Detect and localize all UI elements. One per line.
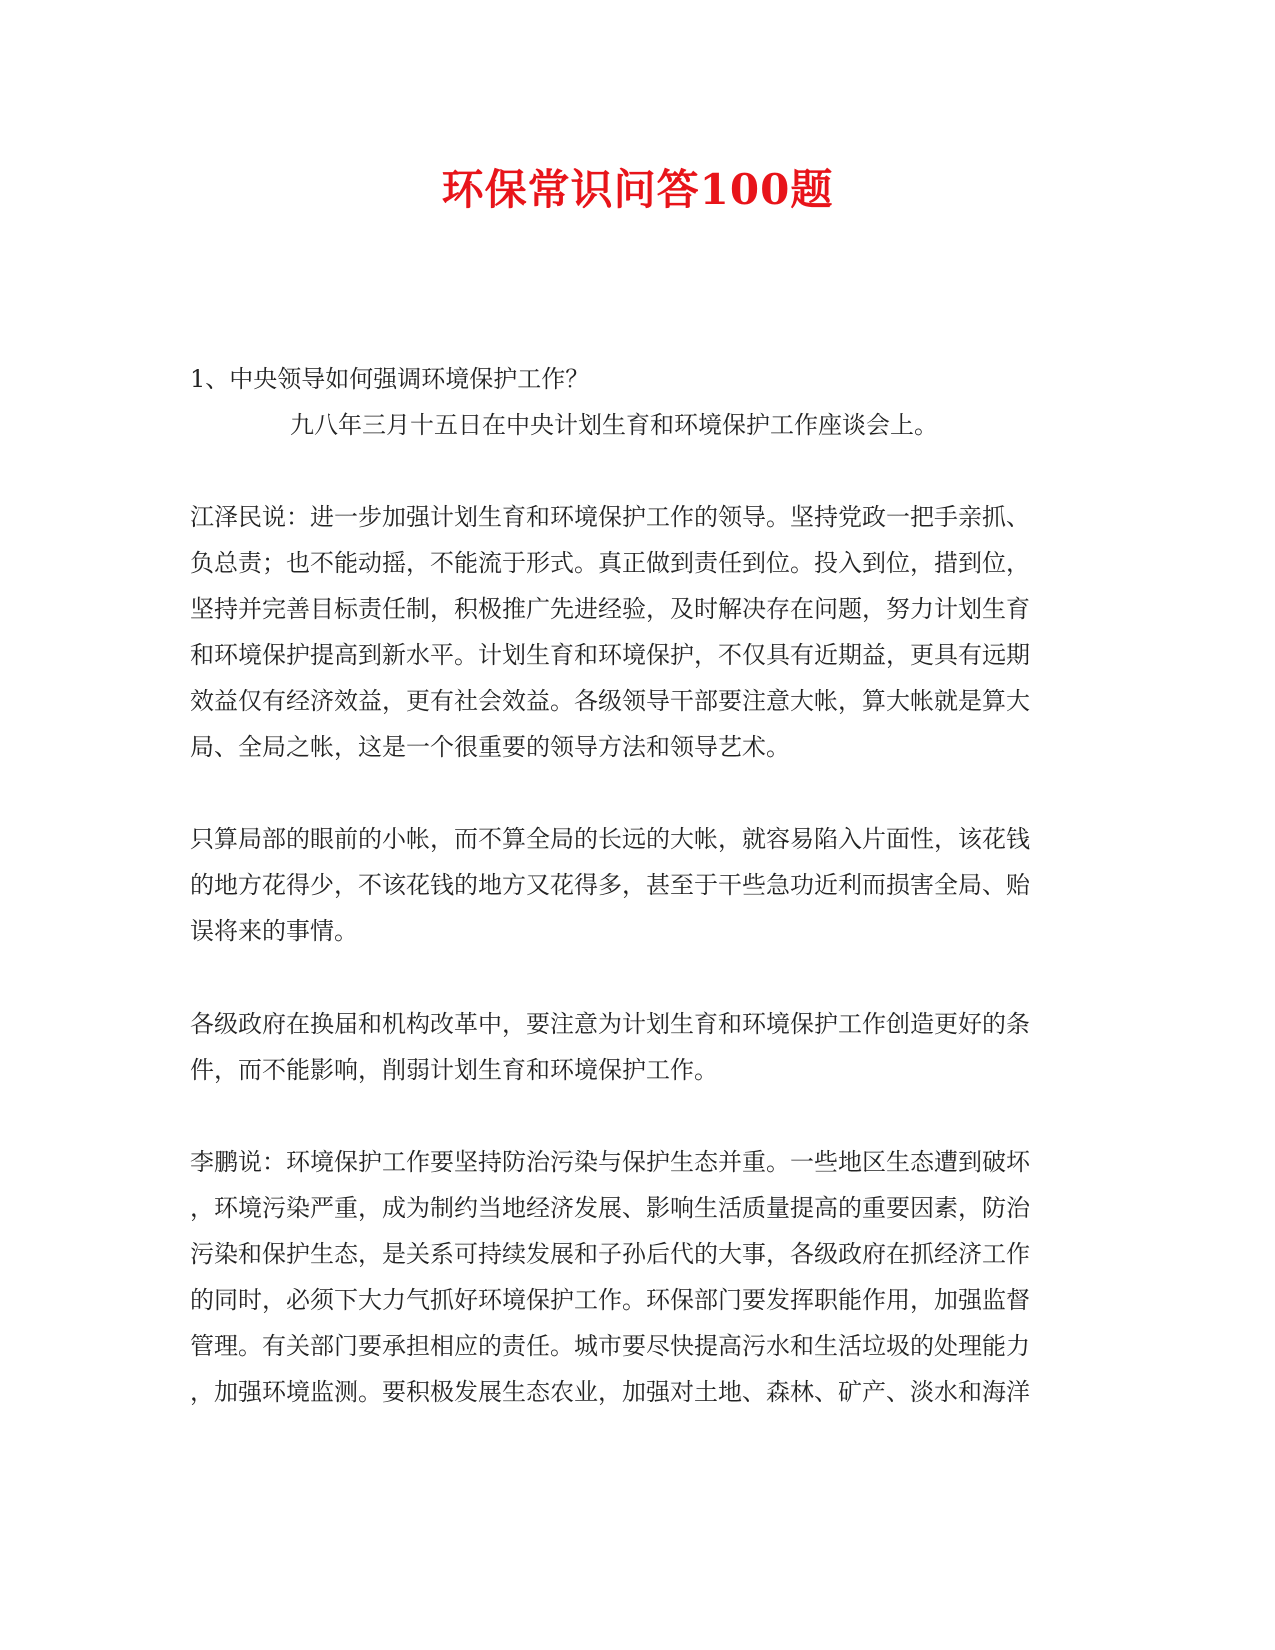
- paragraph-4-line-4: 的同时，必须下大力气抓好环境保护工作。环保部门要发挥职能作用，加强监督: [190, 1286, 1030, 1314]
- paragraph-1-line-4: 和环境保护提高到新水平。计划生育和环境保护，不仅具有近期益，更具有远期: [190, 641, 1030, 669]
- paragraph-3-line-1: 各级政府在换届和机构改革中，要注意为计划生育和环境保护工作创造更好的条: [190, 1010, 1030, 1038]
- intro-line: 九八年三月十五日在中央计划生育和环境保护工作座谈会上。: [290, 411, 938, 439]
- paragraph-3-line-2: 件，而不能影响，削弱计划生育和环境保护工作。: [190, 1056, 718, 1084]
- document-title: 环保常识问答100题: [441, 165, 834, 214]
- paragraph-2-line-3: 误将来的事情。: [190, 917, 358, 945]
- paragraph-4-line-1: 李鹏说：环境保护工作要坚持防治污染与保护生态并重。一些地区生态遭到破坏: [190, 1148, 1030, 1176]
- paragraph-1-line-3: 坚持并完善目标责任制，积极推广先进经验，及时解决存在问题，努力计划生育: [190, 595, 1030, 623]
- paragraph-1-line-6: 局、全局之帐，这是一个很重要的领导方法和领导艺术。: [190, 733, 790, 761]
- paragraph-4-line-5: 管理。有关部门要承担相应的责任。城市要尽快提高污水和生活垃圾的处理能力: [190, 1332, 1030, 1360]
- paragraph-1-line-1: 江泽民说：进一步加强计划生育和环境保护工作的领导。坚持党政一把手亲抓、: [190, 503, 1030, 531]
- paragraph-1-line-5: 效益仅有经济效益，更有社会效益。各级领导干部要注意大帐，算大帐就是算大: [190, 687, 1030, 715]
- paragraph-4-line-2: ，环境污染严重，成为制约当地经济发展、影响生活质量提高的重要因素，防治: [190, 1194, 1030, 1222]
- question-heading: 1、中央领导如何强调环境保护工作？: [190, 365, 590, 393]
- paragraph-1-line-2: 负总责；也不能动摇，不能流于形式。真正做到责任到位。投入到位，措到位，: [190, 549, 1030, 577]
- paragraph-4-line-3: 污染和保护生态，是关系可持续发展和子孙后代的大事，各级政府在抓经济工作: [190, 1240, 1030, 1268]
- paragraph-2-line-1: 只算局部的眼前的小帐，而不算全局的长远的大帐，就容易陷入片面性，该花钱: [190, 825, 1030, 853]
- paragraph-4-line-6: ，加强环境监测。要积极发展生态农业，加强对土地、森林、矿产、淡水和海洋: [190, 1378, 1030, 1406]
- paragraph-2-line-2: 的地方花得少，不该花钱的地方又花得多，甚至于干些急功近利而损害全局、贻: [190, 871, 1030, 899]
